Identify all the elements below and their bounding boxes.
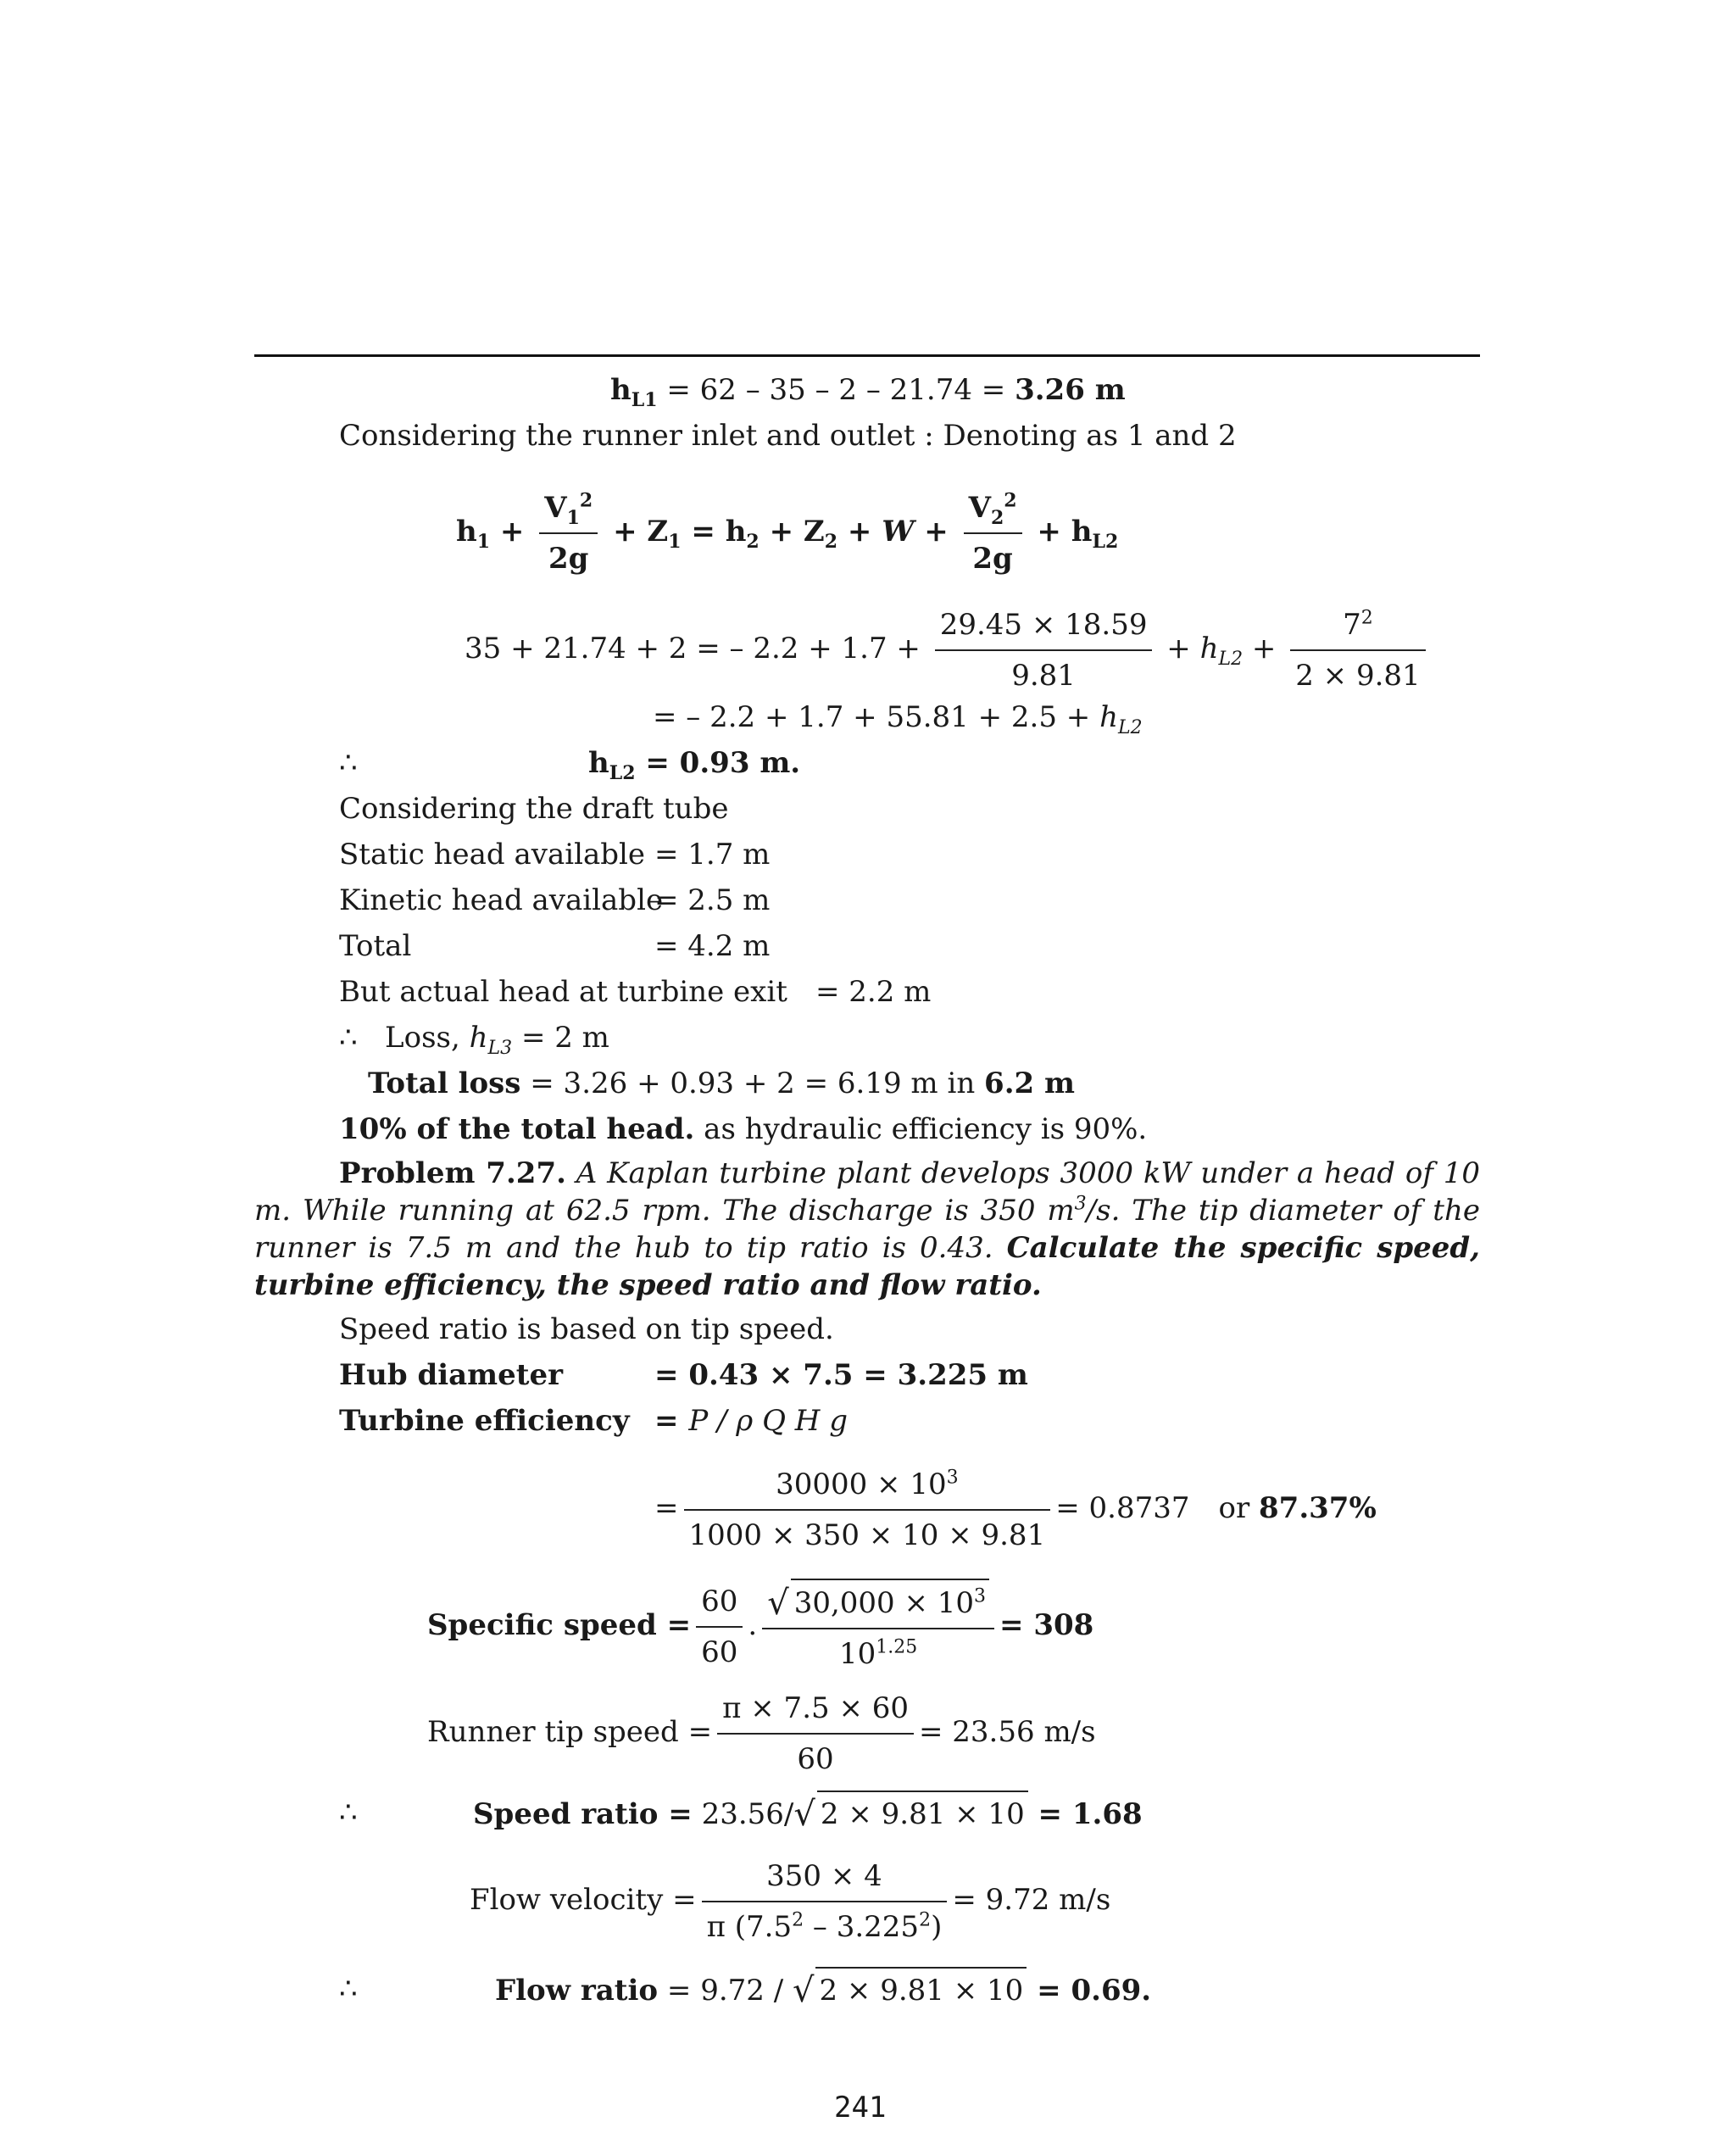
- operator: .: [748, 1608, 758, 1642]
- subscript: 2: [990, 506, 1004, 529]
- bernoulli-equation: [456, 487, 1118, 580]
- radicand: 2 × 9.81 × 10: [815, 1967, 1027, 2011]
- flow-velocity-equation: [470, 1855, 1110, 1948]
- result-percent: 87.37%: [1259, 1491, 1377, 1525]
- loss-l3-line: [339, 1021, 609, 1059]
- fraction: [1290, 604, 1425, 697]
- problem-statement: [254, 1155, 1480, 1304]
- sqrt-sign: √: [767, 1584, 789, 1623]
- kinetic-head-value: = 2.5 m: [654, 883, 771, 917]
- total-head-value: = 4.2 m: [654, 929, 771, 963]
- fraction: [717, 1687, 914, 1780]
- subscript: 2: [746, 530, 760, 553]
- symbol: h: [610, 373, 632, 407]
- energy-substitution-equation: [465, 604, 1431, 697]
- label: Flow ratio: [495, 1974, 659, 2008]
- symbol: h: [456, 515, 477, 549]
- superscript: 2: [579, 489, 593, 512]
- sqrt-sign: √: [793, 1795, 815, 1834]
- problem-text: /s. The tip diameter of the runner is 7.5 m and the hub to tip ratio is 0.43.: [254, 1194, 1480, 1265]
- radicand: 2 × 9.81 × 10: [817, 1790, 1028, 1835]
- expression: ∴ Loss,: [339, 1021, 470, 1055]
- fraction: [964, 487, 1022, 580]
- numerator: 60: [696, 1580, 743, 1628]
- total-head-label: Total: [339, 929, 412, 963]
- superscript: 1.25: [876, 1636, 918, 1658]
- turbine-efficiency-formula: [654, 1404, 848, 1438]
- superscript: 3: [946, 1467, 959, 1489]
- numerator: [1290, 604, 1425, 651]
- numerator: [964, 487, 1022, 534]
- hub-diameter-label: Hub diameter: [339, 1358, 564, 1392]
- label: Total loss: [368, 1066, 521, 1100]
- page-number: 241: [834, 2091, 887, 2125]
- numerator: 350 × 4: [702, 1855, 948, 1902]
- symbol: h: [469, 1021, 488, 1055]
- fraction: [935, 604, 1153, 697]
- expression: = 3.26 + 0.93 + 2 = 6.19 m in: [520, 1066, 985, 1100]
- therefore-symbol: ∴: [339, 1796, 358, 1829]
- expression: + h: [1027, 515, 1093, 549]
- denominator: 2 × 9.81: [1295, 659, 1421, 693]
- numerator: [684, 1463, 1051, 1511]
- expression: π (7.5: [706, 1910, 793, 1944]
- denominator: 60: [701, 1635, 738, 1669]
- expression: = 0.93 m.: [635, 746, 801, 780]
- symbol: V: [968, 491, 991, 525]
- expression: + Z: [603, 515, 669, 549]
- head-loss-l1-line: [610, 373, 1126, 411]
- static-head-value: = 1.7 m: [654, 838, 771, 872]
- denominator: 1000 × 350 × 10 × 9.81: [688, 1518, 1046, 1552]
- flow-ratio-equation: [495, 1967, 1151, 2011]
- radicand: [791, 1579, 989, 1624]
- operator: +: [1243, 632, 1286, 666]
- speed-ratio-equation: [473, 1790, 1143, 1835]
- runner-tip-speed-equation: [427, 1687, 1096, 1780]
- expression: 35 + 21.74 + 2 = – 2.2 + 1.7 +: [465, 632, 930, 666]
- subscript: L2: [1218, 648, 1244, 670]
- subscript: L2: [1092, 530, 1119, 553]
- fraction: [762, 1579, 994, 1675]
- result: 3.26 m: [1015, 373, 1126, 407]
- formula: P / ρ Q H g: [688, 1404, 848, 1438]
- label: Flow velocity =: [470, 1883, 697, 1917]
- result: = 0.8737: [1055, 1491, 1190, 1525]
- efficiency-computation: [654, 1463, 1377, 1557]
- kinetic-head-label: Kinetic head available: [339, 883, 664, 917]
- label: Specific speed =: [427, 1608, 692, 1642]
- problem-label: Problem 7.27.: [339, 1156, 566, 1190]
- symbol: W: [882, 515, 915, 549]
- superscript: 3: [974, 1585, 987, 1607]
- text: as hydraulic efficiency is 90%.: [694, 1112, 1148, 1146]
- symbol: h: [1199, 632, 1219, 666]
- expression: = 2 m: [512, 1021, 609, 1055]
- base: 7: [1343, 608, 1361, 642]
- base: 30,000 × 10: [793, 1586, 975, 1620]
- result: = 308: [999, 1608, 1094, 1642]
- symbol: h: [588, 746, 609, 780]
- actual-head-value: = 2.2 m: [815, 975, 932, 1009]
- expression: ): [931, 1910, 943, 1944]
- superscript: 2: [1004, 489, 1017, 512]
- denominator: [762, 1629, 994, 1675]
- denominator: [702, 1902, 948, 1948]
- bold-text: 10% of the total head.: [339, 1112, 695, 1146]
- operator: +: [1157, 632, 1200, 666]
- expression: = – 2.2 + 1.7 + 55.81 + 2.5 +: [653, 700, 1100, 734]
- result: = 1.68: [1027, 1797, 1143, 1831]
- actual-head-label: But actual head at turbine exit: [339, 975, 787, 1009]
- label: Runner tip speed =: [427, 1715, 713, 1749]
- fraction: [696, 1580, 743, 1674]
- therefore-symbol: ∴: [339, 746, 358, 780]
- static-head-label: Static head available: [339, 838, 646, 872]
- denominator: 2g: [972, 542, 1013, 576]
- problem-text: A Kaplan turbine plant develops 3000 kW under a head of 10 m. While running at 62.5 rpm. The discharge is 350 m: [254, 1156, 1480, 1228]
- hub-diameter-value: = 0.43 × 7.5 = 3.225 m: [654, 1358, 1028, 1392]
- runner-intro-text: Considering the runner inlet and outlet : Denoting as 1 and 2: [339, 419, 1237, 453]
- base: 30000 × 10: [776, 1467, 947, 1501]
- superscript: 2: [792, 1909, 804, 1931]
- specific-speed-equation: [427, 1579, 1093, 1675]
- expression: 23.56/: [692, 1797, 794, 1831]
- sqrt-sign: √: [792, 1971, 815, 2010]
- denominator: 2g: [548, 542, 589, 576]
- result: = 23.56 m/s: [919, 1715, 1096, 1749]
- numerator: [539, 487, 598, 534]
- numerator: π × 7.5 × 60: [717, 1687, 914, 1735]
- label: Speed ratio =: [473, 1797, 693, 1831]
- turbine-efficiency-label: Turbine efficiency: [339, 1404, 630, 1438]
- result: = 9.72 m/s: [952, 1883, 1111, 1917]
- head-loss-l2-result: [588, 746, 801, 784]
- superscript: 2: [919, 1909, 932, 1931]
- result: 6.2 m: [984, 1066, 1076, 1100]
- expression: – 3.225: [804, 1910, 920, 1944]
- problem-question: Calculate the specific speed, turbine efficiency, the speed ratio and flow ratio.: [254, 1231, 1480, 1302]
- expression: = h: [681, 515, 747, 549]
- result: = 0.69.: [1027, 1974, 1152, 2008]
- numerator: 29.45 × 18.59: [935, 604, 1153, 651]
- text: or: [1218, 1491, 1259, 1525]
- energy-simplified-equation: [653, 700, 1143, 738]
- speed-ratio-basis-text: Speed ratio is based on tip speed.: [339, 1312, 834, 1346]
- subscript: 1: [476, 530, 491, 553]
- fraction: [702, 1855, 948, 1948]
- percent-head-line: [339, 1112, 1147, 1146]
- subscript: L2: [1117, 716, 1143, 738]
- symbol: V: [544, 491, 567, 525]
- superscript: 3: [1074, 1193, 1087, 1215]
- draft-tube-heading: Considering the draft tube: [339, 792, 729, 826]
- symbol: h: [1099, 700, 1118, 734]
- operator: =: [654, 1404, 689, 1438]
- numerator: [762, 1579, 994, 1629]
- subscript: L1: [631, 388, 658, 411]
- fraction: [684, 1463, 1051, 1557]
- fraction: [539, 487, 598, 580]
- subscript: 2: [824, 530, 838, 553]
- total-loss-line: [368, 1066, 1075, 1100]
- operator: +: [837, 515, 882, 549]
- operator: +: [490, 515, 535, 549]
- denominator: 9.81: [1011, 659, 1076, 693]
- operator: =: [654, 1491, 679, 1525]
- denominator: 60: [797, 1742, 834, 1776]
- subscript: 1: [668, 530, 682, 553]
- subscript: L2: [609, 761, 636, 784]
- operator: +: [914, 515, 959, 549]
- subscript: L3: [487, 1037, 513, 1059]
- base: 10: [839, 1637, 876, 1671]
- subscript: 1: [566, 506, 580, 529]
- expression: = 62 – 35 – 2 – 21.74 =: [657, 373, 1015, 407]
- therefore-symbol: ∴: [339, 1972, 358, 2006]
- superscript: 2: [1360, 607, 1373, 629]
- expression: = 9.72 /: [658, 1974, 793, 2008]
- header-rule: [254, 354, 1480, 357]
- expression: + Z: [759, 515, 825, 549]
